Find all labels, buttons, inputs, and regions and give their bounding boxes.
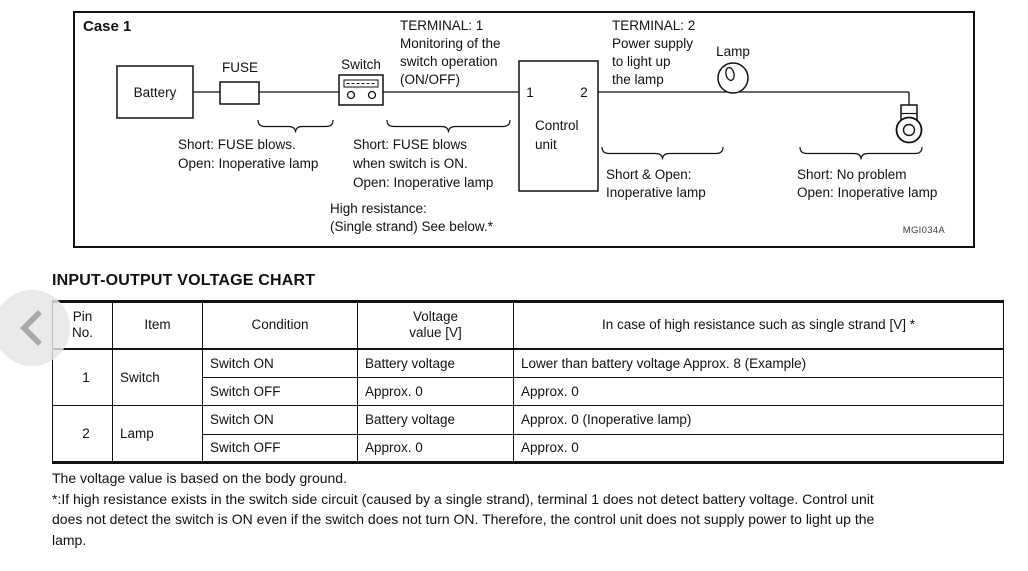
control-unit-label: Control unit xyxy=(535,118,579,152)
footnote-line: The voltage value is based on the body ground. xyxy=(52,470,347,486)
condition-cell: Switch ON xyxy=(203,406,358,435)
high-resistance-cell: Approx. 0 (Inoperative lamp) xyxy=(514,406,1004,435)
case-title: Case 1 xyxy=(83,18,132,35)
table-header-row xyxy=(53,302,1004,349)
terminal2-annotation: TERMINAL: 2 Power supply to light up the lamp xyxy=(612,18,696,87)
table-row xyxy=(53,406,1004,435)
condition-cell: Switch OFF xyxy=(203,434,358,463)
table-footnotes xyxy=(52,468,874,550)
chevron-left-icon xyxy=(17,308,47,348)
figure-code: MGI034A xyxy=(902,225,945,236)
pin-no-cell: 1 xyxy=(53,349,113,406)
header-voltage-value: Voltage value [V] xyxy=(358,302,514,349)
battery-label: Battery xyxy=(133,84,177,100)
high-resistance-cell: Approx. 0 xyxy=(514,377,1004,406)
lamp-label: Lamp xyxy=(716,44,750,59)
header-item: Item xyxy=(113,302,203,349)
footnote-line: does not detect the switch is ON even if the switch does not turn ON. Therefore, the control unit does not supply power to light up the xyxy=(52,511,875,527)
condition-cell: Switch OFF xyxy=(203,377,358,406)
control-unit-pin1: 1 xyxy=(526,85,534,100)
circuit-diagram-graphics xyxy=(75,13,973,246)
fuse-symbol xyxy=(220,82,259,104)
ground-terminal-symbol xyxy=(897,105,922,143)
header-pin-no: Pin No. xyxy=(53,302,113,349)
switch-section-note: Short: FUSE blows when switch is ON. Open: Inoperative lamp xyxy=(353,137,494,190)
footnote-line: *:If high resistance exists in the switch side circuit (caused by a single strand), terminal 1 does not detect battery voltage. Control unit xyxy=(52,490,874,507)
fuse-label: FUSE xyxy=(221,60,258,75)
high-resistance-note: High resistance: (Single strand) See below.* xyxy=(330,201,493,234)
high-resistance-cell: Lower than battery voltage Approx. 8 (Example) xyxy=(514,349,1004,378)
section-title: INPUT-OUTPUT VOLTAGE CHART xyxy=(52,272,316,289)
item-cell: Lamp xyxy=(113,406,203,463)
header-high-resistance: In case of high resistance such as single strand [V] * xyxy=(514,302,1004,349)
voltage-cell: Battery voltage xyxy=(358,349,514,378)
header-condition: Condition xyxy=(203,302,358,349)
pin-no-cell: 2 xyxy=(53,406,113,463)
input-output-voltage-table xyxy=(52,300,1004,464)
condition-cell: Switch ON xyxy=(203,349,358,378)
fuse-section-note: Short: FUSE blows. Open: Inoperative lamp xyxy=(178,137,319,171)
switch-symbol xyxy=(339,75,383,105)
table-row xyxy=(53,349,1004,378)
item-cell: Switch xyxy=(113,349,203,406)
lamp-symbol xyxy=(718,63,748,93)
circuit-diagram-panel xyxy=(73,11,975,248)
high-resistance-cell: Approx. 0 xyxy=(514,434,1004,463)
voltage-cell: Approx. 0 xyxy=(358,434,514,463)
control-unit-pin2: 2 xyxy=(580,85,588,100)
ground-section-note: Short: No problem Open: Inoperative lamp xyxy=(797,167,938,200)
voltage-cell: Battery voltage xyxy=(358,406,514,435)
footnote-line: lamp. xyxy=(52,531,87,548)
switch-label: Switch xyxy=(341,57,381,72)
terminal1-annotation: TERMINAL: 1 Monitoring of the switch operation (ON/OFF) xyxy=(400,18,501,87)
lamp-section-note: Short & Open: Inoperative lamp xyxy=(606,167,706,200)
voltage-cell: Approx. 0 xyxy=(358,377,514,406)
